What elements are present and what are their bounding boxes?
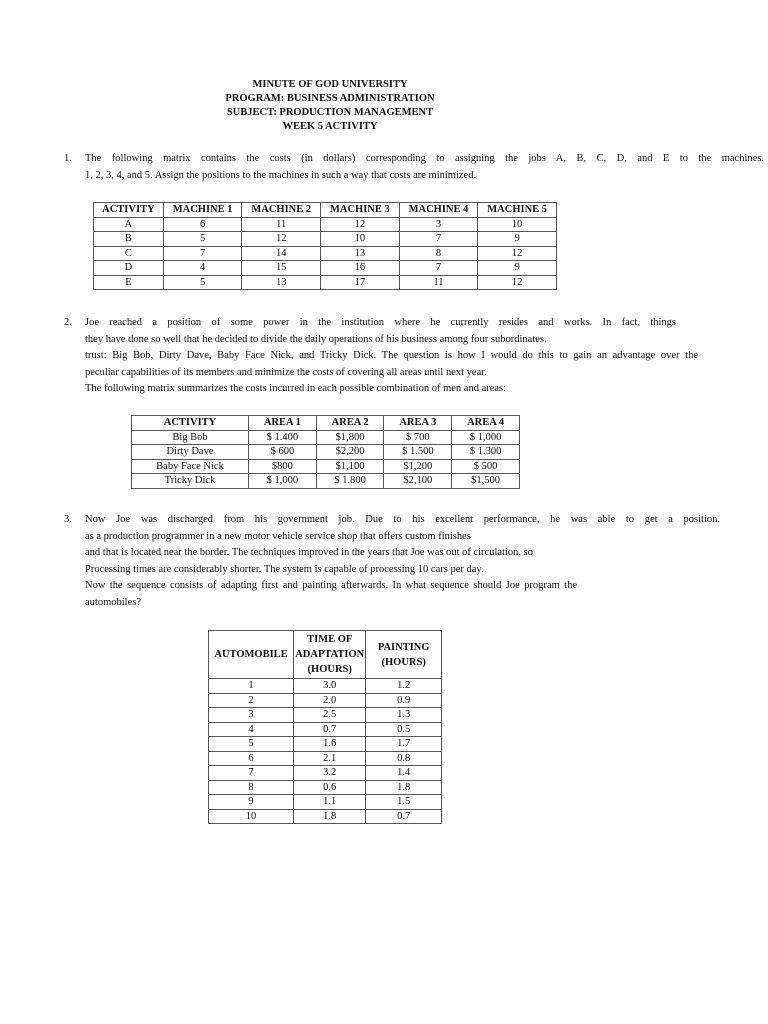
table-cell: B — [94, 232, 164, 247]
table-cell: 4 — [163, 261, 242, 276]
machine-cost-table — [93, 202, 557, 290]
column-header: MACHINE 4 — [399, 203, 478, 218]
table-row — [209, 780, 442, 795]
table-cell: 13 — [242, 275, 321, 290]
document-header — [180, 78, 480, 134]
table-row — [94, 217, 557, 232]
table-cell: 10 — [209, 809, 294, 824]
table-row — [132, 474, 520, 489]
table-cell: 3.0 — [294, 679, 366, 694]
table-cell: $1,500 — [452, 474, 520, 489]
table-row — [94, 275, 557, 290]
question-text-line: they have done so well that he decided to divide the daily operations of his business among four subordinates. — [85, 333, 547, 345]
table-cell: 6 — [163, 217, 242, 232]
table-cell: 1.2 — [366, 679, 442, 694]
table-cell: 16 — [321, 261, 400, 276]
table-row — [94, 232, 557, 247]
question-text-line: Now the sequence consists of adapting first and painting afterwards. In what sequence should Joe program the — [85, 580, 577, 591]
automobile-times-table — [208, 630, 442, 824]
table-cell: A — [94, 217, 164, 232]
table-cell: 1.7 — [366, 737, 442, 752]
program-name: PROGRAM: BUSINESS ADMINISTRATION — [225, 93, 435, 104]
subject-name: SUBJECT: PRODUCTION MANAGEMENT — [226, 107, 434, 118]
table-cell: 7 — [163, 246, 242, 261]
table-cell: 11 — [242, 217, 321, 232]
table-row — [209, 737, 442, 752]
table-cell: $ 700 — [384, 430, 452, 445]
table-cell: 17 — [321, 275, 400, 290]
question-2 — [64, 315, 698, 398]
table-cell: $2,100 — [384, 474, 452, 489]
column-header-line: PAINTING — [377, 641, 430, 653]
table-header-row — [209, 631, 442, 679]
table-row — [209, 708, 442, 723]
table-cell: 13 — [321, 246, 400, 261]
table-cell: 0.7 — [294, 722, 366, 737]
table-cell: $ 500 — [452, 459, 520, 474]
table-row — [94, 261, 557, 276]
table-cell: 12 — [478, 275, 557, 290]
question-1 — [64, 151, 764, 184]
column-header: ACTIVITY — [94, 203, 164, 218]
table-cell: $800 — [249, 459, 317, 474]
table-row — [209, 795, 442, 810]
column-header-line: ADAPTATION — [295, 649, 365, 660]
column-header: AREA 1 — [249, 416, 317, 431]
table-cell: 3.2 — [294, 766, 366, 781]
table-cell: 0.7 — [366, 809, 442, 824]
table-cell: 7 — [399, 232, 478, 247]
table-row — [209, 693, 442, 708]
table-cell: $ 1,000 — [452, 430, 520, 445]
table-cell: $ 1.800 — [316, 474, 384, 489]
table-cell: 3 — [399, 217, 478, 232]
table-cell: C — [94, 246, 164, 261]
table-header-row — [94, 203, 557, 218]
table-cell: 3 — [209, 708, 294, 723]
column-header: AUTOMOBILE — [209, 631, 294, 679]
table-cell: D — [94, 261, 164, 276]
question-number: 1. — [64, 153, 72, 164]
table-cell: 6 — [209, 751, 294, 766]
column-header-line: (HOURS) — [307, 664, 352, 675]
column-header: MACHINE 3 — [321, 203, 400, 218]
table-row — [209, 751, 442, 766]
university-name: MINUTE OF GOD UNIVERSITY — [252, 79, 408, 90]
question-text-line: as a production programmer in a new motor vehicle service shop that offers custom finishes — [85, 530, 471, 542]
table-header-row — [132, 416, 520, 431]
table-cell: Baby Face Nick — [132, 459, 249, 474]
table-cell: 5 — [209, 737, 294, 752]
table-cell: $2,200 — [316, 445, 384, 460]
table-cell: 0.8 — [366, 751, 442, 766]
column-header: MACHINE 1 — [163, 203, 242, 218]
table-row — [132, 459, 520, 474]
question-text-line: Processing times are considerably shorter. The system is capable of processing 10 cars per day. — [85, 563, 484, 575]
table-cell: 1.1 — [294, 795, 366, 810]
question-text-line: The following matrix summarizes the costs incurred in each possible combination of men and areas: — [85, 383, 507, 394]
question-text-line: peculiar capabilities of its members and minimize the costs of covering all areas until next year. — [85, 366, 487, 378]
table-cell: 1.5 — [366, 795, 442, 810]
table-cell: 1 — [209, 679, 294, 694]
area-cost-table — [131, 415, 520, 489]
question-text-line: Joe reached a position of some power in the institution where he currently resides and works. In fact, things — [85, 317, 676, 328]
table-cell: 8 — [209, 780, 294, 795]
table-cell: $ 1.300 — [452, 445, 520, 460]
table-cell: Tricky Dick — [132, 474, 249, 489]
column-header-line: (HOURS) — [381, 656, 426, 668]
column-header: AREA 2 — [316, 416, 384, 431]
table-cell: 12 — [242, 232, 321, 247]
table-cell: 7 — [209, 766, 294, 781]
question-number: 2. — [64, 317, 72, 328]
column-header-line: TIME OF — [307, 634, 353, 645]
table-cell: 9 — [209, 795, 294, 810]
table-cell: $1,800 — [316, 430, 384, 445]
question-3 — [64, 512, 720, 611]
table-cell: 14 — [242, 246, 321, 261]
table-cell: $1,100 — [316, 459, 384, 474]
table-cell: 10 — [321, 232, 400, 247]
table-cell: 4 — [209, 722, 294, 737]
column-header — [294, 631, 366, 679]
table-cell: E — [94, 275, 164, 290]
table-cell: 12 — [478, 246, 557, 261]
table-cell: 12 — [321, 217, 400, 232]
table-cell: 2.0 — [294, 693, 366, 708]
table-cell: $ 1.500 — [384, 445, 452, 460]
table-row — [132, 430, 520, 445]
table-cell: 1.8 — [294, 809, 366, 824]
column-header: AREA 4 — [452, 416, 520, 431]
table-cell: $ 600 — [249, 445, 317, 460]
table-cell: 11 — [399, 275, 478, 290]
column-header: AREA 3 — [384, 416, 452, 431]
table-cell: 5 — [163, 275, 242, 290]
table-cell: 5 — [163, 232, 242, 247]
column-header — [366, 631, 442, 679]
table-cell: $1,200 — [384, 459, 452, 474]
question-number: 3. — [64, 514, 72, 525]
table-cell: 2.1 — [294, 751, 366, 766]
table-row — [132, 445, 520, 460]
table-row — [209, 766, 442, 781]
column-header: MACHINE 5 — [478, 203, 557, 218]
table-row — [94, 246, 557, 261]
table-row — [209, 722, 442, 737]
table-cell: 2.5 — [294, 708, 366, 723]
question-text-line: and that is located near the border. The techniques improved in the years that Joe was out of circulation, so — [85, 547, 533, 558]
question-text-line: The following matrix contains the costs (in dollars) corresponding to assigning the jobs A, B, C, D, and E to the machines. — [85, 153, 764, 164]
question-text-line: 1, 2, 3, 4, and 5. Assign the positions to the machines in such a way that costs are minimized. — [85, 169, 477, 181]
table-cell: 1.3 — [366, 708, 442, 723]
table-cell: 1.4 — [366, 766, 442, 781]
question-text-line: Now Joe was discharged from his government job. Due to his excellent performance, he was able to get a position. — [85, 514, 720, 525]
table-cell: Big Bob — [132, 430, 249, 445]
table-cell: $ 1.400 — [249, 430, 317, 445]
table-cell: 9 — [478, 261, 557, 276]
table-cell: 9 — [478, 232, 557, 247]
table-cell: $ 1,000 — [249, 474, 317, 489]
table-cell: 0.6 — [294, 780, 366, 795]
question-text-line: trust: Big Bob, Dirty Dave, Baby Face Nick, and Tricky Dick. The question is how I would do this to gain an advantage over the — [85, 350, 698, 361]
table-cell: 2 — [209, 693, 294, 708]
table-row — [209, 679, 442, 694]
table-cell: 1.6 — [294, 737, 366, 752]
table-cell: Dirty Dave — [132, 445, 249, 460]
table-cell: 10 — [478, 217, 557, 232]
table-cell: 8 — [399, 246, 478, 261]
column-header: MACHINE 2 — [242, 203, 321, 218]
activity-title: WEEK 5 ACTIVITY — [282, 121, 378, 132]
table-row — [209, 809, 442, 824]
table-cell: 0.5 — [366, 722, 442, 737]
table-cell: 7 — [399, 261, 478, 276]
table-cell: 1.8 — [366, 780, 442, 795]
table-cell: 0.9 — [366, 693, 442, 708]
column-header: ACTIVITY — [132, 416, 249, 431]
question-text-line: automobiles? — [85, 596, 141, 608]
table-cell: 15 — [242, 261, 321, 276]
